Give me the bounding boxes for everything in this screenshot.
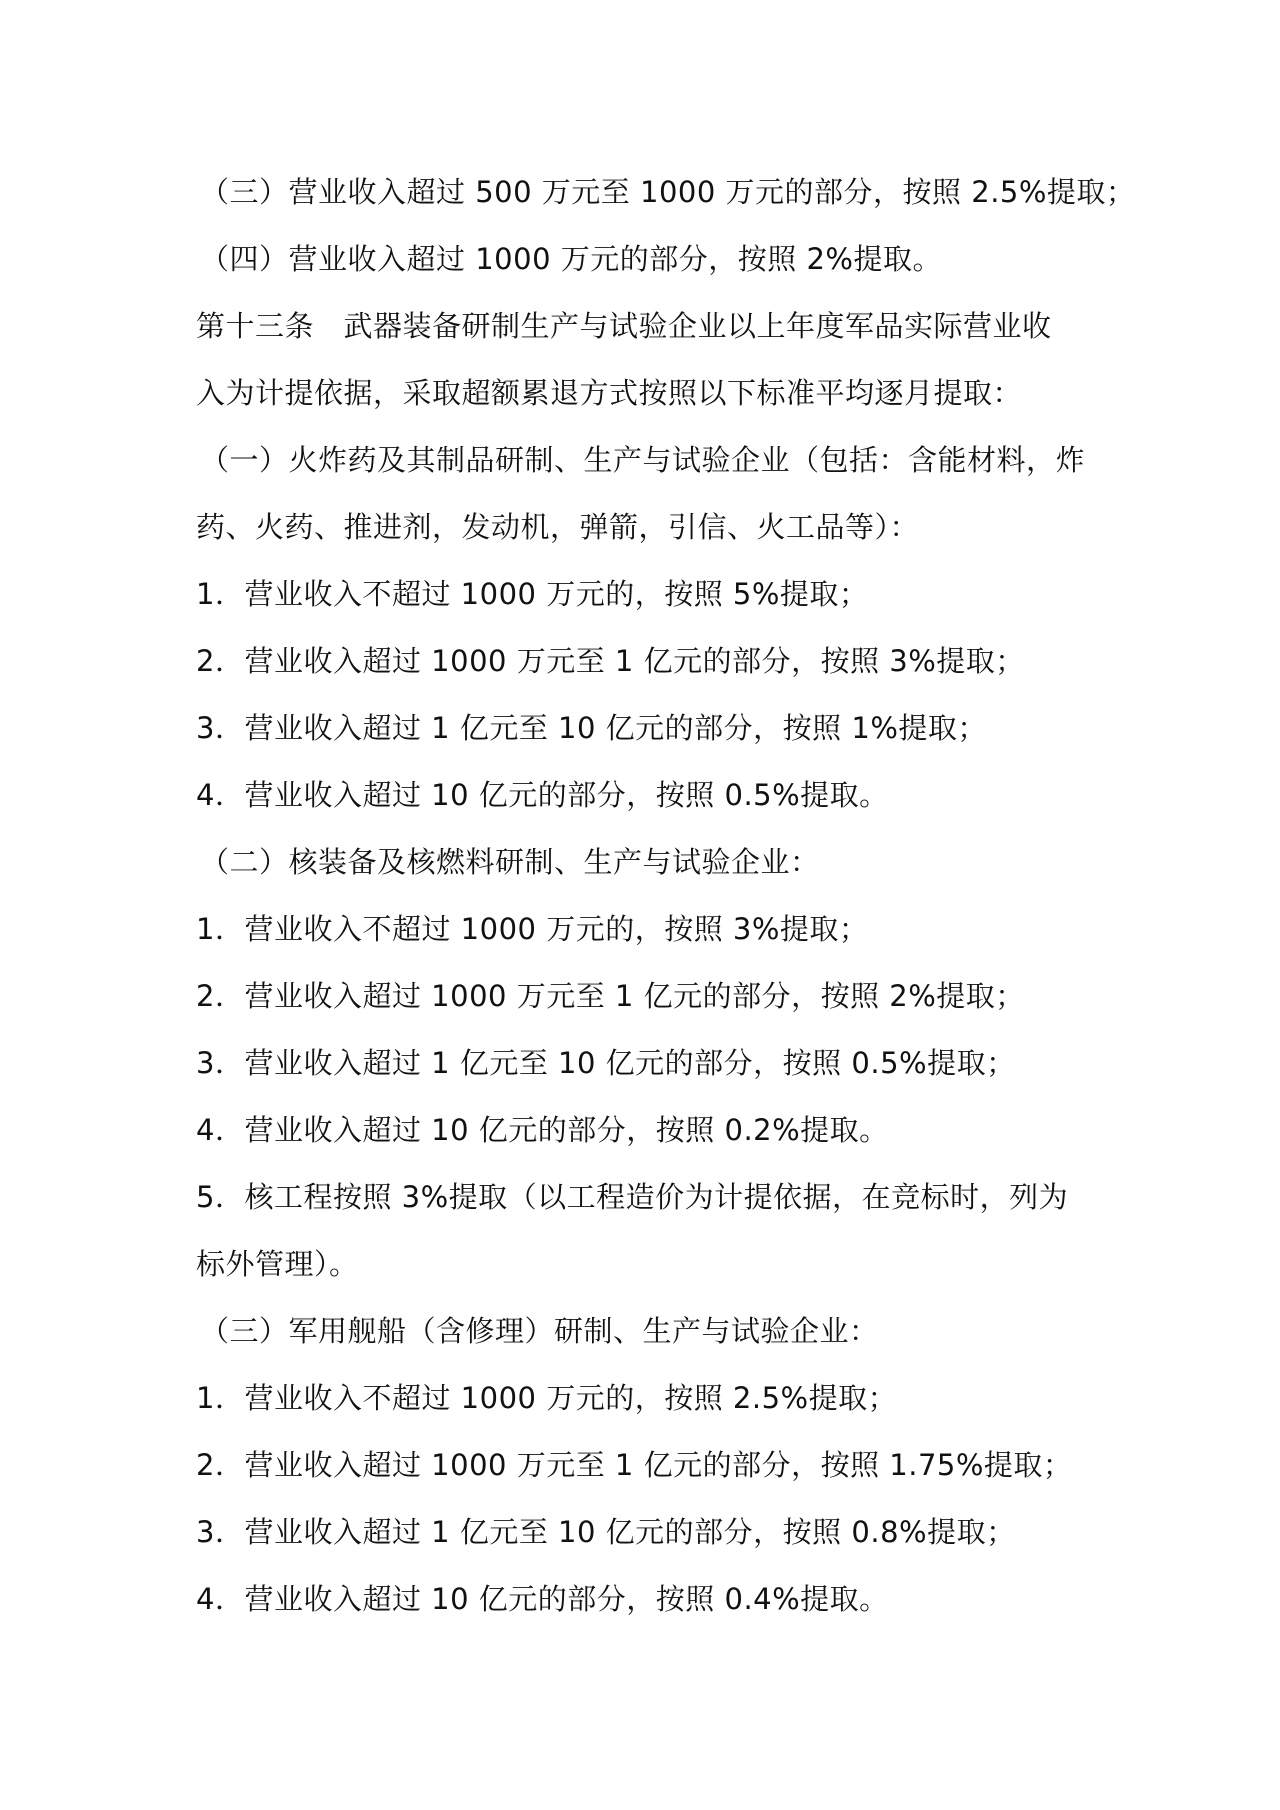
- text-line-2: （四）营业收入超过 1000 万元的部分，按照 2%提取。: [200, 242, 942, 276]
- section-3-heading: （三）军用舰船（含修理）研制、生产与试验企业：: [200, 1314, 879, 1348]
- text-line-4: 入为计提依据，采取超额累退方式按照以下标准平均逐月提取：: [196, 376, 1023, 410]
- list-item: 4．营业收入超过 10 亿元的部分，按照 0.4%提取。: [196, 1582, 889, 1616]
- section-2-heading: （二）核装备及核燃料研制、生产与试验企业：: [200, 845, 820, 879]
- list-item: 4．营业收入超过 10 亿元的部分，按照 0.2%提取。: [196, 1113, 889, 1147]
- list-item: 1．营业收入不超过 1000 万元的，按照 2.5%提取；: [196, 1381, 898, 1415]
- list-item: 3．营业收入超过 1 亿元至 10 亿元的部分，按照 0.5%提取；: [196, 1046, 1016, 1080]
- section-1-heading: （一）火炸药及其制品研制、生产与试验企业（包括：含能材料，炸: [200, 443, 1086, 477]
- list-item: 2．营业收入超过 1000 万元至 1 亿元的部分，按照 2%提取；: [196, 979, 1025, 1013]
- list-item: 3．营业收入超过 1 亿元至 10 亿元的部分，按照 0.8%提取；: [196, 1515, 1016, 1549]
- text-line-17: 标外管理）。: [196, 1247, 359, 1281]
- list-item: 5．核工程按照 3%提取（以工程造价为计提依据，在竞标时，列为: [196, 1180, 1069, 1214]
- list-item: 1．营业收入不超过 1000 万元的，按照 3%提取；: [196, 912, 869, 946]
- list-item: 4．营业收入超过 10 亿元的部分，按照 0.5%提取。: [196, 778, 889, 812]
- list-item: 2．营业收入超过 1000 万元至 1 亿元的部分，按照 1.75%提取；: [196, 1448, 1073, 1482]
- list-item: 2．营业收入超过 1000 万元至 1 亿元的部分，按照 3%提取；: [196, 644, 1025, 678]
- list-item: 1．营业收入不超过 1000 万元的，按照 5%提取；: [196, 577, 869, 611]
- text-line-1: （三）营业收入超过 500 万元至 1000 万元的部分，按照 2.5%提取；: [200, 175, 1136, 209]
- list-item: 3．营业收入超过 1 亿元至 10 亿元的部分，按照 1%提取；: [196, 711, 987, 745]
- text-line-6: 药、火药、推进剂，发动机，弹箭，引信、火工品等）：: [196, 510, 920, 544]
- article-13-heading: 第十三条 武器装备研制生产与试验企业以上年度军品实际营业收: [196, 309, 1052, 343]
